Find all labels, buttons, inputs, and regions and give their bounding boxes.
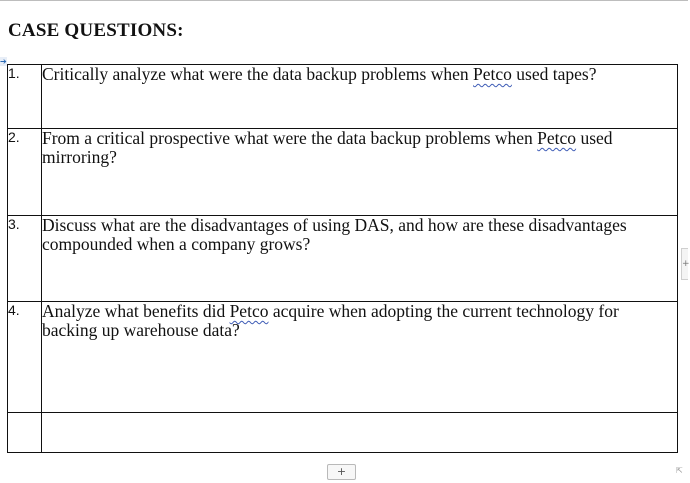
table-row [8,129,678,216]
question-text-segment: From a critical prospective what were the data backup problems when [42,128,538,148]
question-number[interactable]: 3. [8,216,42,302]
spellcheck-flagged-word: Petco [537,128,577,148]
table-row [8,216,678,302]
question-number[interactable]: 2. [8,129,42,216]
case-questions-table [7,64,678,453]
question-number[interactable]: 1. [8,65,42,129]
page-top-border [0,0,688,1]
table-row [8,302,678,413]
table-row [8,65,678,129]
question-text[interactable] [42,216,678,302]
question-text-segment: Discuss what are the disadvantages of using DAS, and how are these disadvantages compounded when a company grows? [42,215,627,254]
question-text-segment: Critically analyze what were the data backup problems when [42,64,474,84]
question-text[interactable] [42,65,678,129]
table-row-empty [8,413,678,453]
question-text[interactable] [42,302,678,413]
question-text-segment: acquire when adopting the current technology for backing up warehouse data? [42,301,619,340]
add-row-button[interactable]: + [327,464,356,480]
add-column-button[interactable]: + [681,248,688,280]
row-move-handle-icon[interactable]: ➔ [0,57,7,66]
empty-text-cell[interactable] [42,413,678,453]
spellcheck-flagged-word: Petco [473,64,512,84]
question-text-segment: used mirroring? [42,128,613,167]
question-text[interactable] [42,129,678,216]
table-resize-handle-icon[interactable]: ⇱ [676,466,683,475]
question-text-segment: Analyze what benefits did [42,301,230,321]
case-questions-heading: CASE QUESTIONS: [8,20,184,41]
question-number[interactable]: 4. [8,302,42,413]
empty-number-cell[interactable] [8,413,42,453]
spellcheck-flagged-word: Petco [229,301,269,321]
question-text-segment: used tapes? [511,64,597,84]
